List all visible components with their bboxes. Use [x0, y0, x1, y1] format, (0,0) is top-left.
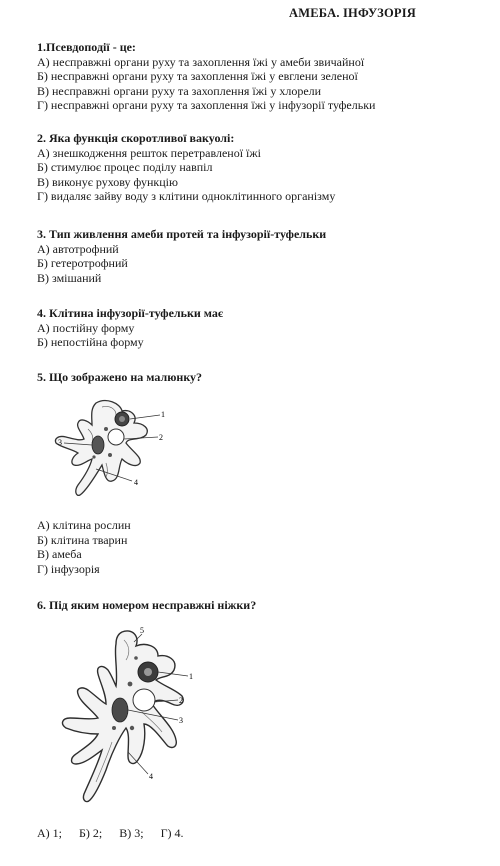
question-2-text: 2. Яка функція скоротливої вакуолі:	[37, 131, 235, 145]
figure-2-label: 1	[189, 672, 193, 681]
question-5-option-d[interactable]: Г) інфузорія	[37, 561, 100, 576]
question-3-option-b[interactable]: Б) гетеротрофний	[37, 256, 128, 271]
question-1	[37, 40, 487, 113]
question-1-text: 1.Псевдоподії - це:	[37, 40, 136, 54]
question-4	[37, 306, 487, 350]
figure-2-label: 4	[149, 772, 153, 781]
question-3-option-a[interactable]: А) автотрофний	[37, 241, 119, 256]
question-5-option-c[interactable]: В) амеба	[37, 547, 82, 562]
question-4-option-b[interactable]: Б) непостійна форму	[37, 335, 144, 350]
question-6-option-d[interactable]: Г) 4.	[160, 826, 184, 840]
question-5-option-a[interactable]: А) клітина рослин	[37, 518, 131, 532]
figure-2-label: 5	[140, 626, 144, 635]
figure-1-label: 2	[159, 433, 163, 442]
figure-1-label: 4	[134, 478, 138, 487]
question-1-option-c[interactable]: В) несправжні органи руху та захоплення їжі у хлорели	[37, 83, 322, 98]
question-1-option-a[interactable]: А) несправжні органи руху та захоплення їжі у амеби звичайної	[37, 54, 365, 69]
question-6-text: 6. Під яким номером несправжні ніжки?	[37, 598, 257, 612]
question-4-text: 4. Клітина інфузорії-туфельки має	[37, 306, 224, 320]
figure-1-label: 1	[161, 410, 165, 419]
amoeba-figure-1	[36, 393, 171, 513]
question-2-option-a[interactable]: А) знешкодження решток перетравленої їжі	[37, 145, 262, 160]
question-6-option-a[interactable]: А) 1;	[37, 826, 62, 840]
question-3	[37, 227, 487, 285]
question-5	[37, 370, 487, 385]
question-4-option-a[interactable]: А) постійну форму	[37, 320, 135, 335]
page-title: АМЕБА. ІНФУЗОРІЯ	[289, 6, 416, 20]
amoeba-figure-2	[36, 624, 201, 814]
question-3-option-c[interactable]: В) змішаний	[37, 270, 102, 285]
question-5-options	[37, 518, 487, 576]
question-1-option-b[interactable]: Б) несправжні органи руху та захоплення їжі у евглени зеленої	[37, 69, 358, 84]
question-3-text: 3. Тип живлення амеби протей та інфузорії-туфельки	[37, 227, 327, 241]
question-2	[37, 131, 487, 204]
question-6	[37, 598, 487, 613]
question-6-option-b[interactable]: Б) 2;	[79, 826, 103, 840]
question-5-text: 5. Що зображено на малюнку?	[37, 370, 203, 384]
figure-1-label: 3	[58, 438, 62, 447]
question-1-option-d[interactable]: Г) несправжні органи руху та захоплення їжі у інфузорії туфельки	[37, 98, 376, 113]
question-6-options	[37, 826, 198, 841]
figure-2-label: 2	[179, 696, 183, 705]
question-2-option-d[interactable]: Г) видаляє зайву воду з клітини одноклітинного організму	[37, 189, 336, 204]
question-6-option-c[interactable]: В) 3;	[119, 826, 144, 840]
question-2-option-b[interactable]: Б) стимулює процес поділу навпіл	[37, 160, 213, 175]
question-5-option-b[interactable]: Б) клітина тварин	[37, 532, 128, 547]
question-2-option-c[interactable]: В) виконує рухову функцію	[37, 174, 178, 189]
figure-2-label: 3	[179, 716, 183, 725]
